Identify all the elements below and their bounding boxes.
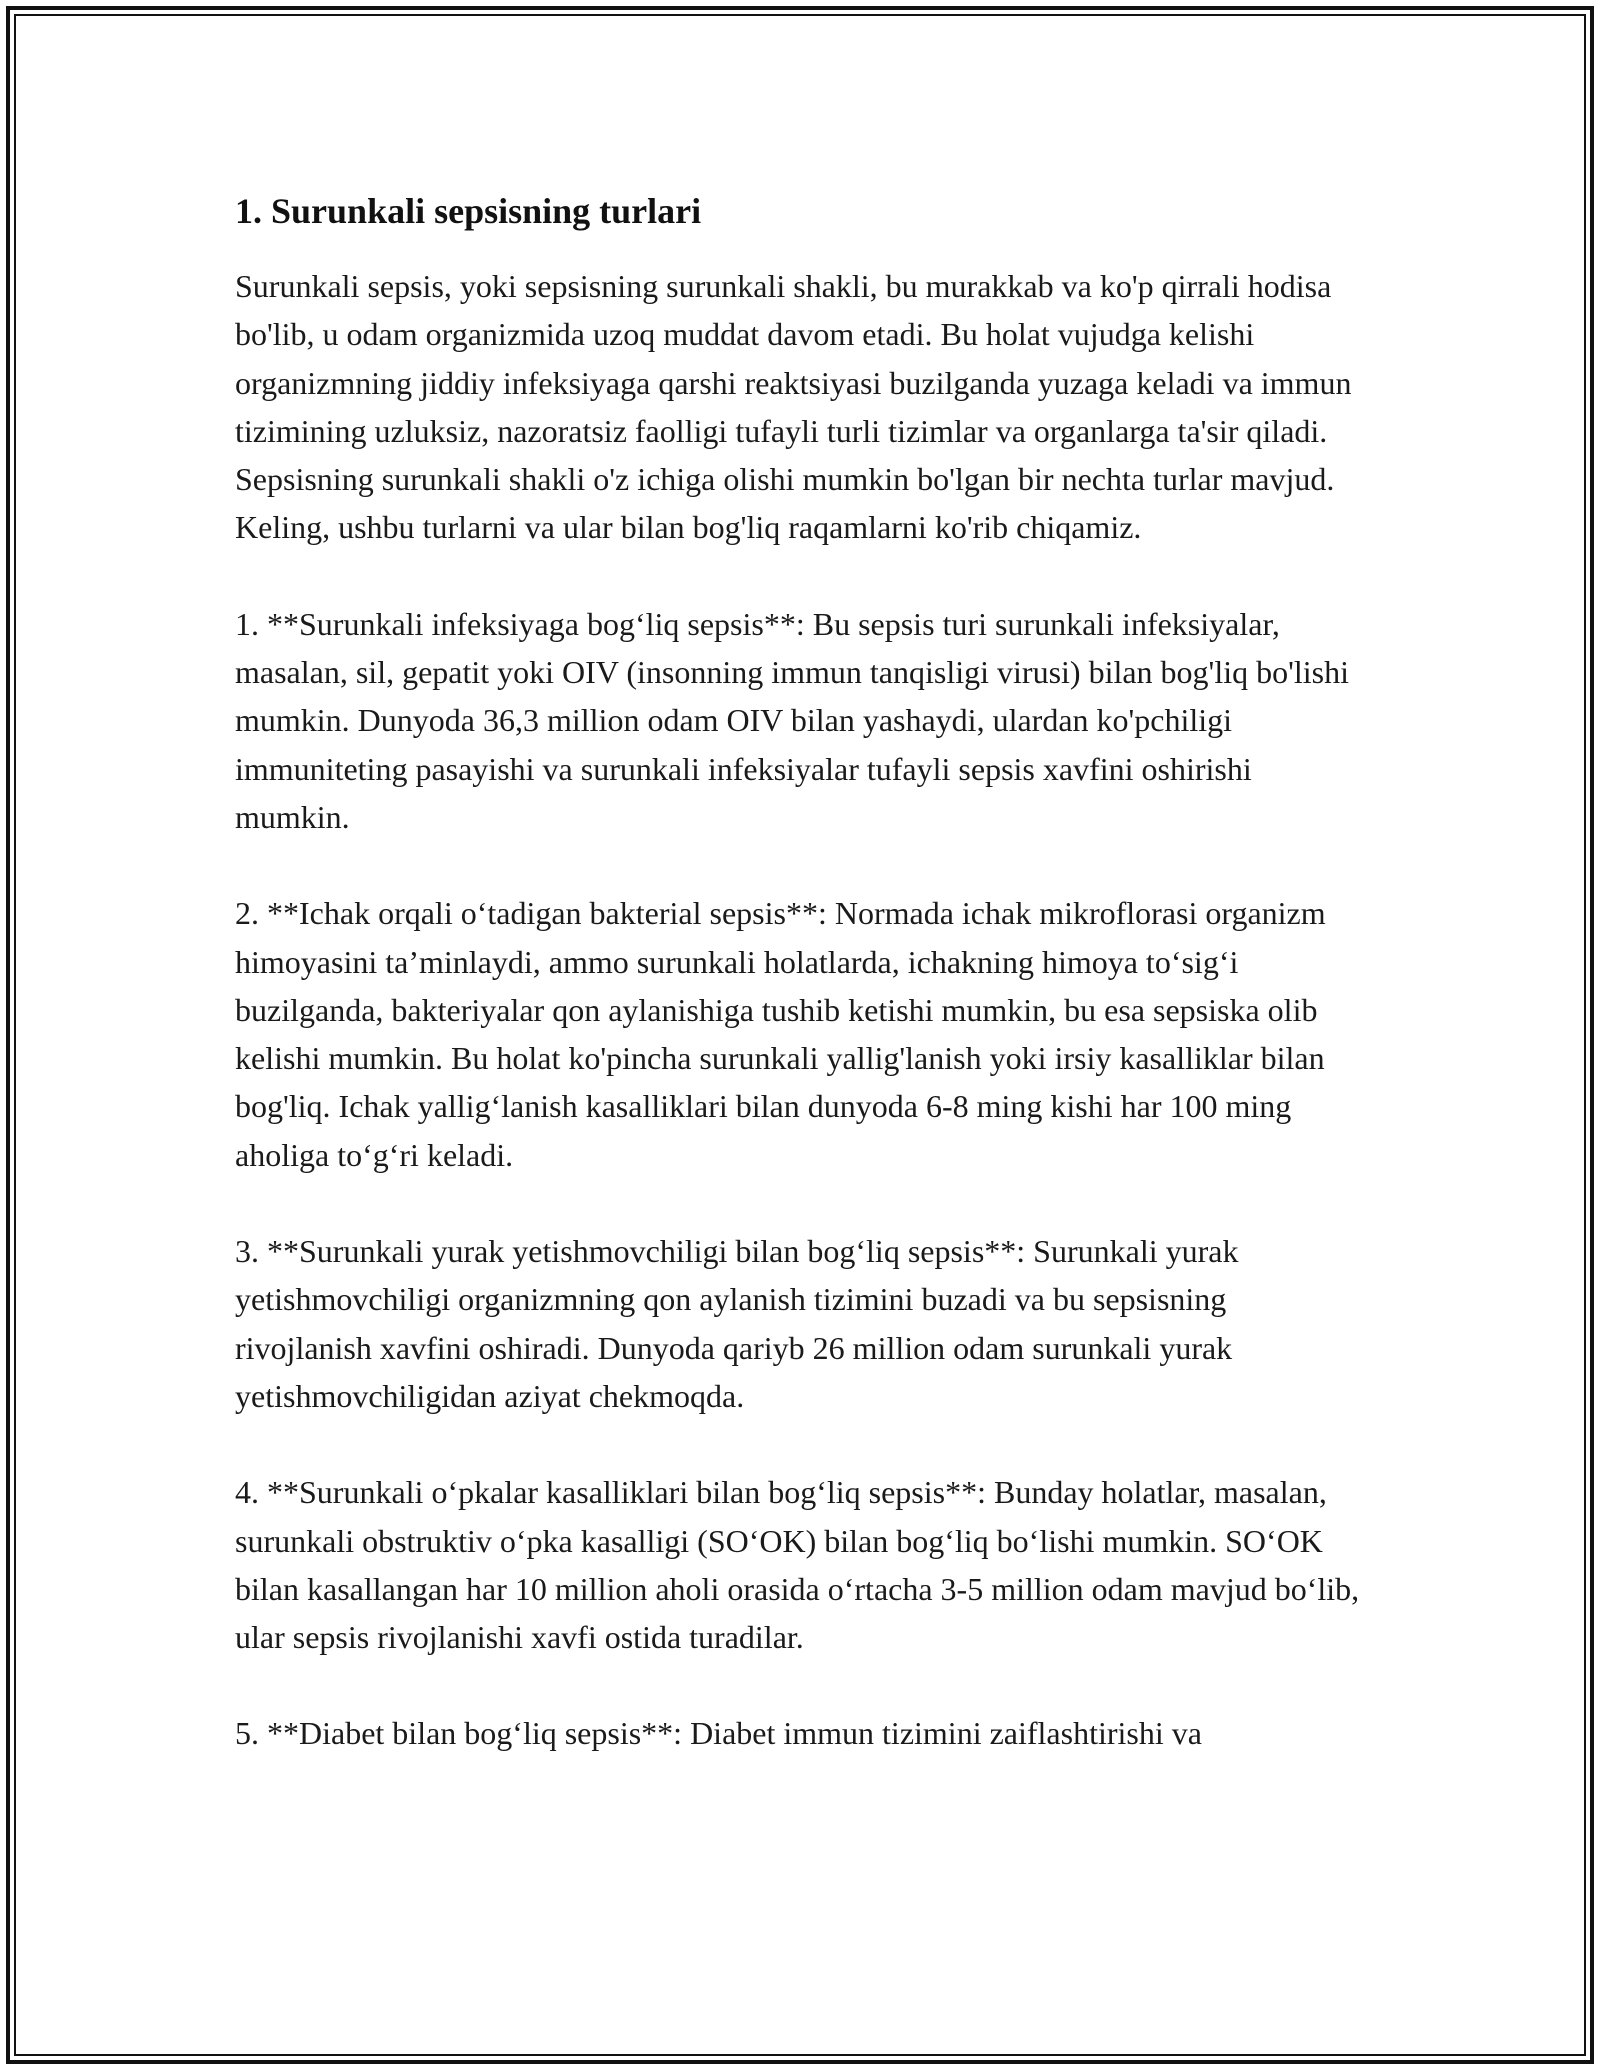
list-item-3-paragraph: 3. **Surunkali yurak yetishmovchiligi bilan bog‘liq sepsis**: Surunkali yurak yetishmovchiligi organizmning qon aylanish tizimini buzadi va bu sepsisning rivojlanish xavfini oshiradi. Dunyoda qariyb 26 million odam surunkali yurak yetishmovchiligidan aziyat chekmoqda. (235, 1233, 1239, 1414)
document-body (235, 186, 1365, 1806)
intro-paragraph: Surunkali sepsis, yoki sepsisning surunkali shakli, bu murakkab va ko'p qirrali hodisa bo'lib, u odam organizmida uzoq muddat davom etadi. Bu holat vujudga kelishi organizmning jiddiy infeksiyaga qarshi reaktsiyasi buzilganda yuzaga keladi va immun tizimining uzluksiz, nazoratsiz faolligi tufayli turli tizimlar va organlarga ta'sir qiladi. Sepsisning surunkali shakli o'z ichiga olishi mumkin bo'lgan bir nechta turlar mavjud. Keling, ushbu turlarni va ular bilan bog'liq raqamlarni ko'rib chiqamiz. (235, 268, 1352, 546)
list-item-1-paragraph: 1. **Surunkali infeksiyaga bog‘liq sepsis**: Bu sepsis turi surunkali infeksiyalar, masalan, sil, gepatit yoki OIV (insonning immun tanqisligi virusi) bilan bog'liq bo'lishi mumkin. Dunyoda 36,3 million odam OIV bilan yashaydi, ulardan ko'pchiligi immuniteting pasayishi va surunkali infeksiyalar tufayli sepsis xavfini oshirishi mumkin. (235, 605, 1349, 835)
list-item-2-paragraph: 2. **Ichak orqali o‘tadigan bakterial sepsis**: Normada ichak mikroflorasi organizm himoyasini ta’minlaydi, ammo surunkali holatlarda, ichakning himoya to‘sig‘i buzilganda, bakteriyalar qon aylanishiga tushib ketishi mumkin, bu esa sepsiska olib kelishi mumkin. Bu holat ko'pincha surunkali yallig'lanish yoki irsiy kasalliklar bilan bog'liq. Ichak yallig‘lanish kasalliklari bilan dunyoda 6-8 ming kishi har 100 ming aholiga to‘g‘ri keladi. (235, 895, 1326, 1173)
list-item-4-paragraph: 4. **Surunkali o‘pkalar kasalliklari bilan bog‘liq sepsis**: Bunday holatlar, masalan, surunkali obstruktiv o‘pka kasalligi (SO‘OK) bilan bog‘liq bo‘lishi mumkin. SO‘OK bilan kasallangan har 10 million aholi orasida o‘rtacha 3-5 million odam mavjud bo‘lib, ular sepsis rivojlanishi xavfi ostida turadilar. (235, 1474, 1360, 1656)
section-heading: 1. Surunkali sepsisning turlari (235, 191, 702, 231)
list-item-5-paragraph: 5. **Diabet bilan bog‘liq sepsis**: Diabet immun tizimini zaiflashtirishi va (235, 1715, 1202, 1752)
